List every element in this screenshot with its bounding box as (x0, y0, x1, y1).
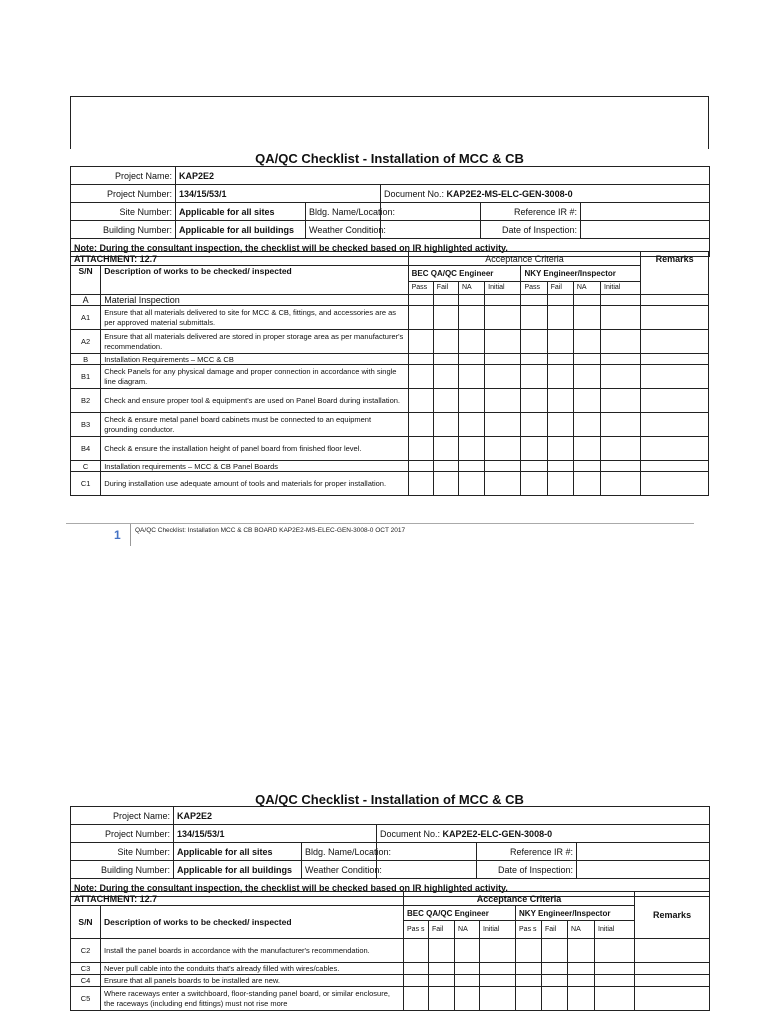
weather-value-2 (377, 861, 477, 879)
check-cell[interactable] (595, 975, 635, 987)
bec-engineer-header: BEC QA/QC Engineer (408, 266, 521, 282)
row-sn: C (71, 461, 101, 472)
bec-engineer-header-2: BEC QA/QC Engineer (404, 906, 516, 921)
criteria-col-header: NA (568, 921, 595, 939)
check-cell[interactable] (547, 306, 573, 330)
check-cell[interactable] (485, 295, 521, 306)
check-cell[interactable] (485, 365, 521, 389)
check-cell[interactable] (404, 963, 429, 975)
reference-value-2 (577, 843, 710, 861)
check-cell[interactable] (547, 461, 573, 472)
row-sn: C1 (71, 472, 101, 496)
check-cell[interactable] (458, 472, 484, 496)
footer-bar (130, 524, 131, 546)
check-cell[interactable] (601, 354, 641, 365)
check-cell[interactable] (547, 330, 573, 354)
site-number-value-2: Applicable for all sites (174, 843, 302, 861)
project-number-value: 134/15/53/1 (176, 185, 381, 203)
check-cell[interactable] (601, 413, 641, 437)
bldg-label-2: Bldg. Name/Location: (302, 843, 377, 861)
check-cell[interactable] (408, 389, 433, 413)
remarks-cell[interactable] (641, 389, 709, 413)
check-cell[interactable] (485, 461, 521, 472)
check-cell[interactable] (455, 975, 480, 987)
footer-text: QA/QC Checklist: Installation MCC & CB BOARD KAP2E2-MS-ELEC-GEN-3008-0 OCT 2017 (135, 527, 406, 534)
check-cell[interactable] (408, 306, 433, 330)
date-value (581, 221, 710, 239)
check-cell[interactable] (408, 437, 433, 461)
weather-label-2: Weather Condition: (302, 861, 377, 879)
project-number-value-2: 134/15/53/1 (174, 825, 377, 843)
check-cell[interactable] (521, 413, 547, 437)
check-cell[interactable] (485, 437, 521, 461)
check-cell[interactable] (568, 975, 595, 987)
row-description: Where raceways enter a switchboard, floor-standing panel board, or similar enclosure, the raceways (including end fittings) must not rise more (101, 987, 404, 1011)
table-row (71, 939, 710, 963)
check-cell[interactable] (408, 330, 433, 354)
check-cell[interactable] (485, 389, 521, 413)
row-description: Check & ensure the installation height of panel board from finished floor level. (101, 437, 408, 461)
project-name-value-2: KAP2E2 (174, 807, 710, 825)
check-cell[interactable] (521, 365, 547, 389)
check-cell[interactable] (404, 975, 429, 987)
check-cell[interactable] (408, 472, 433, 496)
check-cell[interactable] (480, 963, 516, 975)
criteria-col-header: Pass (408, 282, 433, 295)
checklist-title-2: QA/QC Checklist - Installation of MCC & CB (255, 792, 524, 807)
header-blank-area (70, 96, 709, 149)
section-row (71, 295, 709, 306)
document-no-value-2: KAP2E2-ELC-GEN-3008-0 (442, 828, 553, 839)
check-cell[interactable] (573, 389, 600, 413)
remarks-cell[interactable] (641, 461, 709, 472)
check-cell[interactable] (573, 354, 600, 365)
criteria-col-header: Pass (521, 282, 547, 295)
attachment-label-2: ATTACHMENT: 12.7 (71, 892, 404, 906)
reference-value (581, 203, 710, 221)
row-sn: C3 (71, 963, 101, 975)
check-cell[interactable] (433, 295, 458, 306)
check-cell[interactable] (521, 306, 547, 330)
project-name-label-2: Project Name: (71, 807, 174, 825)
project-name-value: KAP2E2 (176, 167, 710, 185)
date-label-2: Date of Inspection: (477, 861, 577, 879)
building-number-value: Applicable for all buildings (176, 221, 306, 239)
acceptance-criteria-2: Acceptance Criteria (404, 892, 635, 906)
criteria-col-header: Pas s (404, 921, 429, 939)
check-cell[interactable] (480, 987, 516, 1011)
table-row (71, 306, 709, 330)
date-value-2 (577, 861, 710, 879)
check-cell[interactable] (521, 354, 547, 365)
check-cell[interactable] (458, 295, 484, 306)
check-cell[interactable] (542, 975, 568, 987)
table-row (71, 472, 709, 496)
weather-label: Weather Condition: (306, 221, 381, 239)
site-number-label: Site Number: (71, 203, 176, 221)
project-number-label-2: Project Number: (71, 825, 174, 843)
bldg-value (381, 203, 481, 221)
table-row (71, 987, 710, 1011)
check-cell[interactable] (458, 389, 484, 413)
checklist-title: QA/QC Checklist - Installation of MCC & CB (255, 151, 524, 166)
check-cell[interactable] (485, 472, 521, 496)
date-label: Date of Inspection: (481, 221, 581, 239)
row-description: Check & ensure metal panel board cabinets must be connected to an equipment grounding conductor. (101, 413, 408, 437)
description-header: Description of works to be checked/ inspected (101, 266, 408, 295)
check-cell[interactable] (521, 472, 547, 496)
check-cell[interactable] (542, 987, 568, 1011)
criteria-col-header: NA (455, 921, 480, 939)
table-row (71, 330, 709, 354)
check-cell[interactable] (573, 413, 600, 437)
site-number-label-2: Site Number: (71, 843, 174, 861)
table-row (71, 975, 710, 987)
check-cell[interactable] (542, 939, 568, 963)
check-cell[interactable] (521, 389, 547, 413)
table-row (71, 437, 709, 461)
check-cell[interactable] (458, 306, 484, 330)
check-cell[interactable] (595, 963, 635, 975)
document-no-label-2: Document No.: (380, 828, 441, 839)
table-row (71, 413, 709, 437)
check-cell[interactable] (542, 963, 568, 975)
check-cell[interactable] (404, 939, 429, 963)
check-cell[interactable] (547, 413, 573, 437)
check-cell[interactable] (516, 939, 542, 963)
sn-header: S/N (71, 266, 101, 295)
check-cell[interactable] (458, 413, 484, 437)
check-cell[interactable] (547, 295, 573, 306)
check-cell[interactable] (573, 437, 600, 461)
check-cell[interactable] (433, 354, 458, 365)
row-sn: C5 (71, 987, 101, 1011)
check-cell[interactable] (547, 437, 573, 461)
check-cell[interactable] (480, 939, 516, 963)
document-no-cell (381, 185, 710, 203)
row-sn: A (71, 295, 101, 306)
row-sn: B3 (71, 413, 101, 437)
nky-inspector-header: NKY Engineer/Inspector (521, 266, 641, 282)
remarks-cell[interactable] (635, 963, 710, 975)
remarks-cell[interactable] (641, 354, 709, 365)
checklist-header-table-2 (70, 806, 710, 897)
check-cell[interactable] (433, 306, 458, 330)
table-row (71, 963, 710, 975)
remarks-header-2: Remarks (635, 892, 710, 939)
criteria-col-header: Fail (542, 921, 568, 939)
check-cell[interactable] (433, 389, 458, 413)
check-cell[interactable] (408, 461, 433, 472)
row-description: Check Panels for any physical damage and proper connection in accordance with single line diagram. (101, 365, 408, 389)
check-cell[interactable] (485, 413, 521, 437)
site-number-value: Applicable for all sites (176, 203, 306, 221)
footer-divider (66, 523, 694, 524)
criteria-col-header: Fail (429, 921, 455, 939)
check-cell[interactable] (521, 437, 547, 461)
remarks-cell[interactable] (641, 365, 709, 389)
remarks-cell[interactable] (641, 437, 709, 461)
row-sn: B4 (71, 437, 101, 461)
remarks-cell[interactable] (641, 295, 709, 306)
document-no-value: KAP2E2-MS-ELC-GEN-3008-0 (446, 188, 573, 199)
project-name-label: Project Name: (71, 167, 176, 185)
row-description: Ensure that all materials delivered to site for MCC & CB, fittings, and accessories are as per approved material submittals. (101, 306, 408, 330)
check-cell[interactable] (573, 306, 600, 330)
row-sn: C2 (71, 939, 101, 963)
criteria-col-header: NA (573, 282, 600, 295)
row-description: Install the panel boards in accordance with the manufacturer's recommendation. (101, 939, 404, 963)
weather-value (381, 221, 481, 239)
criteria-col-header: Fail (433, 282, 458, 295)
check-cell[interactable] (433, 413, 458, 437)
row-description: Never pull cable into the conduits that's already filled with wires/cables. (101, 963, 404, 975)
row-sn: B (71, 354, 101, 365)
row-description: Installation requirements – MCC & CB Panel Boards (101, 461, 408, 472)
acceptance-criteria: Acceptance Criteria (408, 252, 641, 266)
criteria-col-header: Initial (485, 282, 521, 295)
check-cell[interactable] (455, 939, 480, 963)
attachment-label: ATTACHMENT: 12.7 (71, 252, 409, 266)
check-cell[interactable] (458, 330, 484, 354)
check-cell[interactable] (521, 461, 547, 472)
check-cell[interactable] (458, 437, 484, 461)
remarks-cell[interactable] (641, 413, 709, 437)
row-description: During installation use adequate amount of tools and materials for proper installation. (101, 472, 408, 496)
document-no-label: Document No.: (384, 188, 445, 199)
check-cell[interactable] (433, 365, 458, 389)
check-cell[interactable] (601, 472, 641, 496)
check-cell[interactable] (573, 330, 600, 354)
check-cell[interactable] (485, 330, 521, 354)
remarks-cell[interactable] (635, 939, 710, 963)
check-cell[interactable] (595, 939, 635, 963)
check-cell[interactable] (455, 963, 480, 975)
row-sn: C4 (71, 975, 101, 987)
page-number: 1 (114, 528, 121, 542)
building-number-label-2: Building Number: (71, 861, 174, 879)
check-cell[interactable] (433, 437, 458, 461)
reference-label-2: Reference IR #: (477, 843, 577, 861)
check-cell[interactable] (455, 987, 480, 1011)
check-cell[interactable] (521, 295, 547, 306)
criteria-col-header: Initial (601, 282, 641, 295)
check-cell[interactable] (568, 987, 595, 1011)
check-cell[interactable] (547, 365, 573, 389)
check-cell[interactable] (573, 472, 600, 496)
checklist-header-table-1 (70, 166, 710, 257)
criteria-col-header: Fail (547, 282, 573, 295)
remarks-cell[interactable] (641, 472, 709, 496)
document-no-cell-2 (377, 825, 710, 843)
check-cell[interactable] (573, 461, 600, 472)
check-cell[interactable] (595, 987, 635, 1011)
check-cell[interactable] (601, 330, 641, 354)
building-number-value-2: Applicable for all buildings (174, 861, 302, 879)
check-cell[interactable] (429, 963, 455, 975)
check-cell[interactable] (601, 461, 641, 472)
check-cell[interactable] (516, 975, 542, 987)
remarks-cell[interactable] (635, 987, 710, 1011)
check-cell[interactable] (568, 939, 595, 963)
nky-inspector-header-2: NKY Engineer/Inspector (516, 906, 635, 921)
remarks-header: Remarks (641, 252, 709, 295)
table-row (71, 389, 709, 413)
checklist-items-table-1 (70, 251, 709, 496)
check-cell[interactable] (547, 472, 573, 496)
row-sn: B2 (71, 389, 101, 413)
criteria-col-header: Pas s (516, 921, 542, 939)
check-cell[interactable] (408, 365, 433, 389)
row-description: Installation Requirements – MCC & CB (101, 354, 408, 365)
sn-header-2: S/N (71, 906, 101, 939)
check-cell[interactable] (547, 354, 573, 365)
description-header-2: Description of works to be checked/ inspected (101, 906, 404, 939)
check-cell[interactable] (429, 975, 455, 987)
check-cell[interactable] (568, 963, 595, 975)
check-cell[interactable] (480, 975, 516, 987)
remarks-cell[interactable] (641, 306, 709, 330)
row-description: Material Inspection (101, 295, 408, 306)
section-row (71, 461, 709, 472)
table-row (71, 365, 709, 389)
row-description: Check and ensure proper tool & equipment's are used on Panel Board during installation. (101, 389, 408, 413)
check-cell[interactable] (458, 461, 484, 472)
bldg-value-2 (377, 843, 477, 861)
remarks-cell[interactable] (635, 975, 710, 987)
check-cell[interactable] (601, 437, 641, 461)
reference-label: Reference IR #: (481, 203, 581, 221)
building-number-label: Building Number: (71, 221, 176, 239)
check-cell[interactable] (601, 365, 641, 389)
check-cell[interactable] (601, 295, 641, 306)
check-cell[interactable] (573, 365, 600, 389)
check-cell[interactable] (573, 295, 600, 306)
check-cell[interactable] (485, 354, 521, 365)
criteria-col-header: Initial (480, 921, 516, 939)
check-cell[interactable] (601, 389, 641, 413)
row-description: Ensure that all materials delivered are stored in proper storage area as per manufacturer's recommendation. (101, 330, 408, 354)
check-cell[interactable] (601, 306, 641, 330)
criteria-col-header: NA (458, 282, 484, 295)
remarks-cell[interactable] (641, 330, 709, 354)
check-cell[interactable] (516, 987, 542, 1011)
check-cell[interactable] (521, 330, 547, 354)
row-sn: A2 (71, 330, 101, 354)
check-cell[interactable] (404, 987, 429, 1011)
criteria-col-header: Initial (595, 921, 635, 939)
checklist-items-table-2 (70, 891, 710, 1011)
check-cell[interactable] (433, 330, 458, 354)
consultant-note-2: Note: During the consultant inspection, the checklist will be checked based on IR highlighted activity. (71, 879, 710, 897)
check-cell[interactable] (429, 939, 455, 963)
row-sn: A1 (71, 306, 101, 330)
row-description: Ensure that all panels boards to be installed are new. (101, 975, 404, 987)
check-cell[interactable] (485, 306, 521, 330)
check-cell[interactable] (408, 295, 433, 306)
check-cell[interactable] (547, 389, 573, 413)
section-row (71, 354, 709, 365)
bldg-label: Bldg. Name/Location: (306, 203, 381, 221)
check-cell[interactable] (433, 461, 458, 472)
check-cell[interactable] (458, 365, 484, 389)
check-cell[interactable] (408, 354, 433, 365)
check-cell[interactable] (433, 472, 458, 496)
check-cell[interactable] (429, 987, 455, 1011)
check-cell[interactable] (408, 413, 433, 437)
project-number-label: Project Number: (71, 185, 176, 203)
consultant-note: Note: During the consultant inspection, the checklist will be checked based on IR highlighted activity. (71, 239, 710, 257)
check-cell[interactable] (458, 354, 484, 365)
row-sn: B1 (71, 365, 101, 389)
check-cell[interactable] (516, 963, 542, 975)
